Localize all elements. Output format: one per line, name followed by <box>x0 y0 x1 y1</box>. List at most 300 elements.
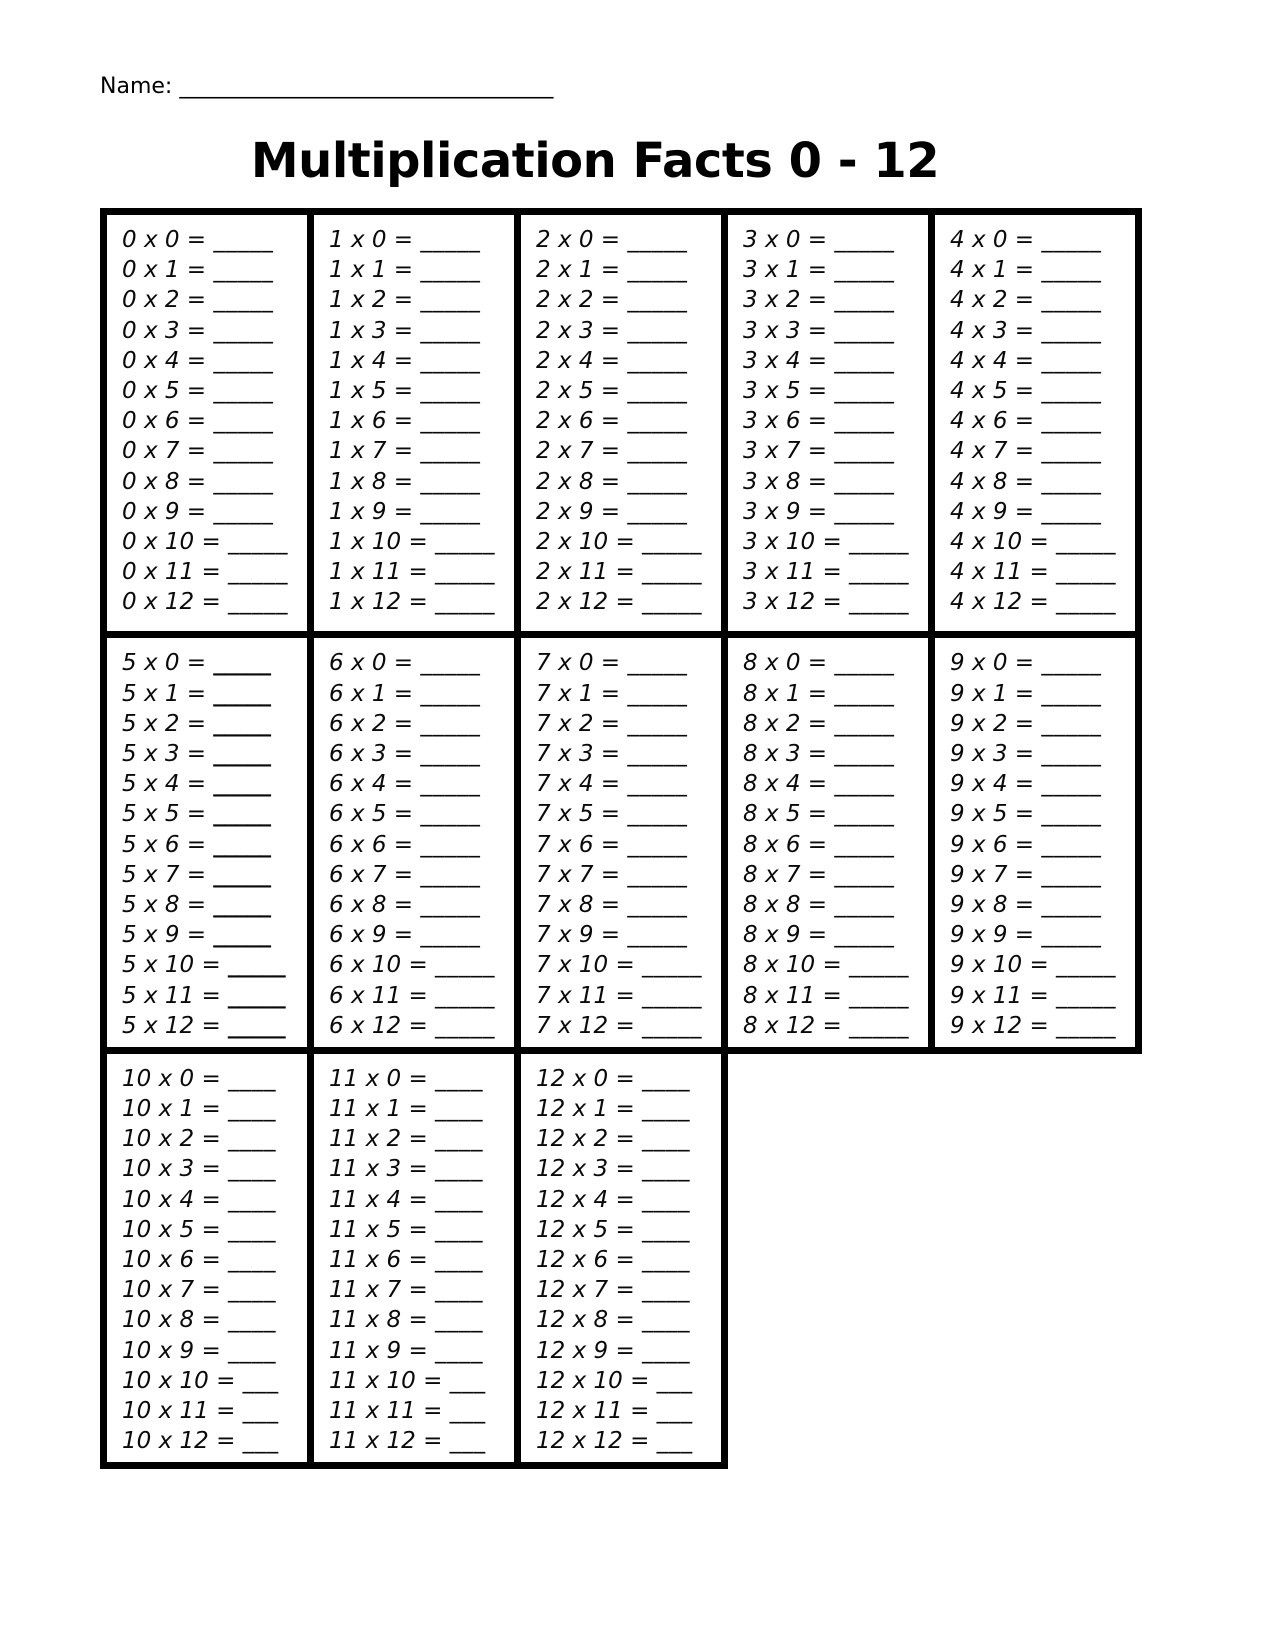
problem-line <box>743 497 928 527</box>
problem-line <box>122 436 307 466</box>
answer-blank: _____ <box>420 891 481 918</box>
problem-line <box>536 981 721 1011</box>
answer-blank: ___ <box>656 1428 693 1455</box>
problem-label: 2 x 8 = <box>536 468 621 495</box>
problem-label: 6 x 1 = <box>329 680 414 707</box>
answer-blank: _____ <box>420 498 481 525</box>
problem-line <box>536 830 721 860</box>
answer-blank: _____ <box>420 377 481 404</box>
answer-blank: _____ <box>1041 257 1102 284</box>
answer-blank: _____ <box>1041 377 1102 404</box>
problem-line <box>122 799 307 829</box>
problem-line <box>536 1336 721 1366</box>
problem-label: 10 x 12 = <box>122 1428 236 1455</box>
answer-blank: _____ <box>213 408 274 435</box>
problem-label: 0 x 4 = <box>122 347 207 374</box>
problem-line <box>536 950 721 980</box>
problem-label: 4 x 0 = <box>950 227 1035 253</box>
problem-label: 1 x 7 = <box>329 438 414 465</box>
problem-line <box>122 527 307 557</box>
answer-blank: _____ <box>834 287 895 314</box>
problem-label: 11 x 0 = <box>329 1065 428 1092</box>
answer-blank: ___ <box>242 1367 279 1394</box>
problem-line <box>329 1124 514 1154</box>
problem-line <box>122 1064 307 1094</box>
problem-label: 7 x 5 = <box>536 801 621 828</box>
problem-line <box>743 860 928 890</box>
problem-label: 7 x 2 = <box>536 710 621 737</box>
problem-label: 8 x 4 = <box>743 771 828 798</box>
answer-blank: _____ <box>213 741 271 767</box>
answer-blank: _____ <box>1041 650 1102 677</box>
answer-blank: _____ <box>1056 952 1117 979</box>
problem-line <box>122 285 307 315</box>
answer-blank: _____ <box>1056 559 1117 586</box>
answer-blank: _____ <box>213 710 271 737</box>
answer-blank: _____ <box>834 257 895 284</box>
answer-blank: _____ <box>213 438 274 465</box>
answer-blank: _____ <box>1056 589 1117 616</box>
answer-blank: _____ <box>420 650 481 677</box>
answer-blank: _____ <box>213 377 274 404</box>
answer-blank: _____ <box>213 771 271 798</box>
problem-line <box>743 285 928 315</box>
problem-line <box>329 255 514 285</box>
answer-blank: _____ <box>834 408 895 435</box>
answer-blank: _____ <box>627 891 688 918</box>
problem-label: 2 x 11 = <box>536 559 635 586</box>
answer-blank: _____ <box>627 741 688 767</box>
answer-blank: _____ <box>642 1012 703 1039</box>
answer-blank: _____ <box>228 952 286 979</box>
facts-cell-4 <box>932 212 1139 635</box>
problem-label: 0 x 10 = <box>122 528 221 555</box>
answer-blank: ____ <box>435 1247 484 1273</box>
answer-blank: _____ <box>627 377 688 404</box>
problem-label: 7 x 6 = <box>536 831 621 858</box>
problem-label: 5 x 8 = <box>122 891 207 918</box>
problem-label: 11 x 3 = <box>329 1156 428 1183</box>
problem-line <box>122 1215 307 1245</box>
problem-label: 8 x 9 = <box>743 922 828 949</box>
problem-line <box>329 316 514 346</box>
problem-line <box>329 587 514 617</box>
worksheet-title: Multiplication Facts 0 - 12 <box>250 133 940 189</box>
answer-blank: _____ <box>228 528 289 555</box>
problem-line <box>536 709 721 739</box>
answer-blank: ___ <box>449 1397 486 1424</box>
answer-blank: ___ <box>242 1397 279 1424</box>
answer-blank: _____ <box>420 741 481 767</box>
problem-label: 3 x 6 = <box>743 408 828 435</box>
problem-label: 2 x 10 = <box>536 528 635 555</box>
problem-label: 7 x 10 = <box>536 952 635 979</box>
problem-line <box>329 1011 514 1041</box>
problem-label: 0 x 11 = <box>122 559 221 586</box>
problem-line <box>950 860 1135 890</box>
problem-line <box>536 225 721 255</box>
answer-blank: _____ <box>849 559 910 586</box>
problem-label: 2 x 4 = <box>536 347 621 374</box>
problem-line <box>950 769 1135 799</box>
answer-blank: _____ <box>849 952 910 979</box>
problem-label: 1 x 1 = <box>329 257 414 284</box>
problem-label: 3 x 4 = <box>743 347 828 374</box>
facts-table <box>100 208 1142 1469</box>
problem-line <box>122 920 307 950</box>
answer-blank: ____ <box>642 1307 691 1334</box>
answer-blank: _____ <box>642 982 703 1009</box>
answer-blank: ____ <box>642 1065 691 1092</box>
answer-blank: _____ <box>213 891 271 918</box>
answer-blank: _____ <box>1041 680 1102 707</box>
answer-blank: ____ <box>642 1247 691 1273</box>
problem-label: 10 x 2 = <box>122 1126 221 1153</box>
answer-blank: _____ <box>213 801 271 828</box>
problem-line <box>329 406 514 436</box>
answer-blank: _____ <box>420 680 481 707</box>
problem-label: 6 x 8 = <box>329 891 414 918</box>
problem-line <box>536 679 721 709</box>
problem-label: 12 x 12 = <box>536 1428 650 1455</box>
answer-blank: _____ <box>627 317 688 344</box>
problem-line <box>950 497 1135 527</box>
problem-label: 9 x 2 = <box>950 710 1035 737</box>
problem-label: 7 x 12 = <box>536 1012 635 1039</box>
answer-blank: _____ <box>1041 468 1102 495</box>
problem-line <box>329 860 514 890</box>
problem-label: 9 x 1 = <box>950 680 1035 707</box>
problem-label: 3 x 12 = <box>743 589 842 616</box>
problem-line <box>743 346 928 376</box>
problem-label: 9 x 0 = <box>950 650 1035 677</box>
problem-label: 0 x 9 = <box>122 498 207 525</box>
answer-blank: _____ <box>1041 408 1102 435</box>
answer-blank: _____ <box>627 498 688 525</box>
problem-line <box>536 557 721 587</box>
problem-label: 4 x 4 = <box>950 347 1035 374</box>
problem-line <box>329 1094 514 1124</box>
answer-blank: _____ <box>834 710 895 737</box>
problem-line <box>536 527 721 557</box>
answer-blank: _____ <box>627 801 688 828</box>
name-blank-line: __________________________________ <box>179 74 554 99</box>
answer-blank: _____ <box>834 922 895 949</box>
answer-blank: _____ <box>1041 771 1102 798</box>
answer-blank: ____ <box>228 1216 277 1243</box>
answer-blank: _____ <box>834 468 895 495</box>
problem-label: 4 x 2 = <box>950 287 1035 314</box>
problem-line <box>329 1336 514 1366</box>
problem-line <box>122 255 307 285</box>
problem-label: 1 x 11 = <box>329 559 428 586</box>
problem-label: 2 x 9 = <box>536 498 621 525</box>
problem-line <box>950 557 1135 587</box>
answer-blank: _____ <box>1041 801 1102 828</box>
problem-line <box>950 981 1135 1011</box>
answer-blank: ____ <box>642 1156 691 1183</box>
problem-line <box>536 890 721 920</box>
problem-label: 1 x 3 = <box>329 317 414 344</box>
problem-line <box>122 679 307 709</box>
problem-label: 11 x 12 = <box>329 1428 443 1455</box>
problem-label: 6 x 11 = <box>329 982 428 1009</box>
problem-label: 10 x 10 = <box>122 1367 236 1394</box>
problem-label: 9 x 6 = <box>950 831 1035 858</box>
problem-label: 0 x 12 = <box>122 589 221 616</box>
problem-label: 5 x 11 = <box>122 982 221 1009</box>
problem-label: 9 x 8 = <box>950 891 1035 918</box>
problem-label: 9 x 12 = <box>950 1012 1049 1039</box>
answer-blank: ____ <box>228 1247 277 1273</box>
answer-blank: _____ <box>627 347 688 374</box>
problem-line <box>536 346 721 376</box>
problem-line <box>743 648 928 678</box>
answer-blank: _____ <box>834 801 895 828</box>
answer-blank: _____ <box>834 347 895 374</box>
problem-line <box>950 436 1135 466</box>
answer-blank: _____ <box>1041 227 1102 253</box>
problem-line <box>122 981 307 1011</box>
problem-line <box>536 769 721 799</box>
answer-blank: _____ <box>213 317 274 344</box>
problem-line <box>122 497 307 527</box>
answer-blank: _____ <box>1041 287 1102 314</box>
problem-line <box>950 225 1135 255</box>
problem-label: 1 x 10 = <box>329 528 428 555</box>
problem-line <box>743 830 928 860</box>
problem-label: 5 x 1 = <box>122 680 207 707</box>
answer-blank: _____ <box>420 801 481 828</box>
facts-cell-0 <box>104 212 311 635</box>
answer-blank: _____ <box>1041 891 1102 918</box>
problem-line <box>122 1154 307 1184</box>
answer-blank: _____ <box>834 741 895 767</box>
problem-label: 4 x 3 = <box>950 317 1035 344</box>
problem-line <box>743 316 928 346</box>
answer-blank: _____ <box>627 650 688 677</box>
answer-blank: _____ <box>1056 528 1117 555</box>
problem-label: 6 x 9 = <box>329 922 414 949</box>
problem-label: 5 x 2 = <box>122 710 207 737</box>
problem-line <box>536 255 721 285</box>
problem-line <box>329 436 514 466</box>
problem-line <box>950 920 1135 950</box>
answer-blank: _____ <box>627 861 688 888</box>
problem-line <box>329 1185 514 1215</box>
answer-blank: ____ <box>435 1307 484 1334</box>
answer-blank: ____ <box>642 1186 691 1213</box>
problem-line <box>329 709 514 739</box>
answer-blank: _____ <box>420 287 481 314</box>
problem-line <box>122 709 307 739</box>
problem-line <box>950 316 1135 346</box>
answer-blank: ____ <box>435 1065 484 1092</box>
problem-line <box>536 1124 721 1154</box>
problem-line <box>329 346 514 376</box>
problem-label: 6 x 3 = <box>329 741 414 767</box>
problem-label: 7 x 7 = <box>536 861 621 888</box>
problem-line <box>329 1426 514 1456</box>
problem-label: 2 x 6 = <box>536 408 621 435</box>
answer-blank: ____ <box>435 1096 484 1123</box>
problem-line <box>329 830 514 860</box>
problem-label: 10 x 7 = <box>122 1277 221 1304</box>
problem-label: 12 x 11 = <box>536 1397 650 1424</box>
problem-label: 11 x 4 = <box>329 1186 428 1213</box>
problem-label: 11 x 9 = <box>329 1337 428 1364</box>
problem-label: 8 x 8 = <box>743 891 828 918</box>
problem-line <box>950 890 1135 920</box>
problem-line <box>122 950 307 980</box>
answer-blank: _____ <box>228 559 289 586</box>
facts-cell-8 <box>725 635 932 1050</box>
answer-blank: _____ <box>627 771 688 798</box>
problem-label: 4 x 8 = <box>950 468 1035 495</box>
problem-line <box>122 346 307 376</box>
answer-blank: _____ <box>213 650 271 677</box>
problem-line <box>536 1426 721 1456</box>
problem-label: 1 x 8 = <box>329 468 414 495</box>
problem-label: 2 x 7 = <box>536 438 621 465</box>
problem-label: 2 x 12 = <box>536 589 635 616</box>
problem-label: 11 x 7 = <box>329 1277 428 1304</box>
problem-line <box>950 950 1135 980</box>
problem-line <box>122 557 307 587</box>
facts-cell-10 <box>104 1050 311 1465</box>
problem-line <box>950 1011 1135 1041</box>
answer-blank: ____ <box>642 1277 691 1304</box>
problem-label: 7 x 3 = <box>536 741 621 767</box>
answer-blank: ____ <box>435 1126 484 1153</box>
problem-label: 10 x 8 = <box>122 1307 221 1334</box>
problem-label: 5 x 4 = <box>122 771 207 798</box>
problem-line <box>329 679 514 709</box>
problem-label: 3 x 1 = <box>743 257 828 284</box>
answer-blank: ___ <box>449 1428 486 1455</box>
problem-line <box>536 1245 721 1275</box>
answer-blank: _____ <box>1041 710 1102 737</box>
problem-line <box>950 406 1135 436</box>
problem-label: 5 x 3 = <box>122 741 207 767</box>
problem-label: 0 x 3 = <box>122 317 207 344</box>
answer-blank: _____ <box>435 528 496 555</box>
empty-region <box>725 1050 1139 1465</box>
answer-blank: _____ <box>627 287 688 314</box>
answer-blank: _____ <box>627 680 688 707</box>
problem-line <box>122 316 307 346</box>
problem-line <box>122 1366 307 1396</box>
problem-line <box>536 739 721 769</box>
answer-blank: _____ <box>834 861 895 888</box>
problem-line <box>329 920 514 950</box>
problem-label: 12 x 3 = <box>536 1156 635 1183</box>
problem-line <box>329 376 514 406</box>
answer-blank: _____ <box>1041 741 1102 767</box>
problem-label: 4 x 10 = <box>950 528 1049 555</box>
problem-line <box>536 406 721 436</box>
facts-row-3 <box>104 1050 1139 1465</box>
problem-line <box>329 739 514 769</box>
answer-blank: ___ <box>656 1367 693 1394</box>
problem-label: 12 x 4 = <box>536 1186 635 1213</box>
answer-blank: _____ <box>420 438 481 465</box>
problem-line <box>536 1366 721 1396</box>
problem-line <box>536 497 721 527</box>
problem-line <box>329 769 514 799</box>
problem-label: 7 x 11 = <box>536 982 635 1009</box>
problem-label: 9 x 5 = <box>950 801 1035 828</box>
problem-label: 12 x 8 = <box>536 1307 635 1334</box>
answer-blank: _____ <box>834 227 895 253</box>
answer-blank: ____ <box>228 1126 277 1153</box>
problem-label: 1 x 4 = <box>329 347 414 374</box>
problem-label: 12 x 2 = <box>536 1126 635 1153</box>
answer-blank: _____ <box>834 317 895 344</box>
answer-blank: _____ <box>213 287 274 314</box>
problem-line <box>743 799 928 829</box>
answer-blank: ____ <box>435 1277 484 1304</box>
facts-cell-5 <box>104 635 311 1050</box>
problem-label: 3 x 11 = <box>743 559 842 586</box>
answer-blank: ____ <box>642 1216 691 1243</box>
answer-blank: _____ <box>435 952 496 979</box>
problem-label: 6 x 7 = <box>329 861 414 888</box>
problem-label: 6 x 12 = <box>329 1012 428 1039</box>
answer-blank: _____ <box>420 257 481 284</box>
answer-blank: ____ <box>642 1096 691 1123</box>
problem-line <box>122 1011 307 1041</box>
answer-blank: _____ <box>420 317 481 344</box>
problem-line <box>122 860 307 890</box>
problem-label: 0 x 5 = <box>122 377 207 404</box>
answer-blank: _____ <box>420 227 481 253</box>
problem-line <box>950 285 1135 315</box>
problem-line <box>122 406 307 436</box>
problem-label: 11 x 11 = <box>329 1397 443 1424</box>
answer-blank: _____ <box>420 861 481 888</box>
answer-blank: ___ <box>242 1428 279 1455</box>
answer-blank: _____ <box>420 347 481 374</box>
problem-label: 10 x 9 = <box>122 1337 221 1364</box>
problem-line <box>122 648 307 678</box>
problem-label: 11 x 6 = <box>329 1247 428 1273</box>
answer-blank: _____ <box>627 922 688 949</box>
problem-line <box>536 1305 721 1335</box>
problem-label: 0 x 2 = <box>122 287 207 314</box>
answer-blank: _____ <box>834 498 895 525</box>
problem-label: 1 x 6 = <box>329 408 414 435</box>
problem-label: 11 x 5 = <box>329 1216 428 1243</box>
facts-table-body <box>104 212 1139 1466</box>
problem-label: 12 x 7 = <box>536 1277 635 1304</box>
problem-label: 10 x 1 = <box>122 1096 221 1123</box>
answer-blank: _____ <box>834 377 895 404</box>
problem-line <box>536 587 721 617</box>
problem-line <box>536 467 721 497</box>
problem-label: 5 x 12 = <box>122 1012 221 1039</box>
problem-label: 10 x 6 = <box>122 1247 221 1273</box>
problem-label: 9 x 7 = <box>950 861 1035 888</box>
problem-label: 4 x 11 = <box>950 559 1049 586</box>
problem-line <box>329 225 514 255</box>
problem-line <box>950 255 1135 285</box>
problem-label: 4 x 5 = <box>950 377 1035 404</box>
problem-label: 12 x 0 = <box>536 1065 635 1092</box>
problem-line <box>122 1275 307 1305</box>
problem-label: 8 x 3 = <box>743 741 828 767</box>
problem-line <box>743 709 928 739</box>
